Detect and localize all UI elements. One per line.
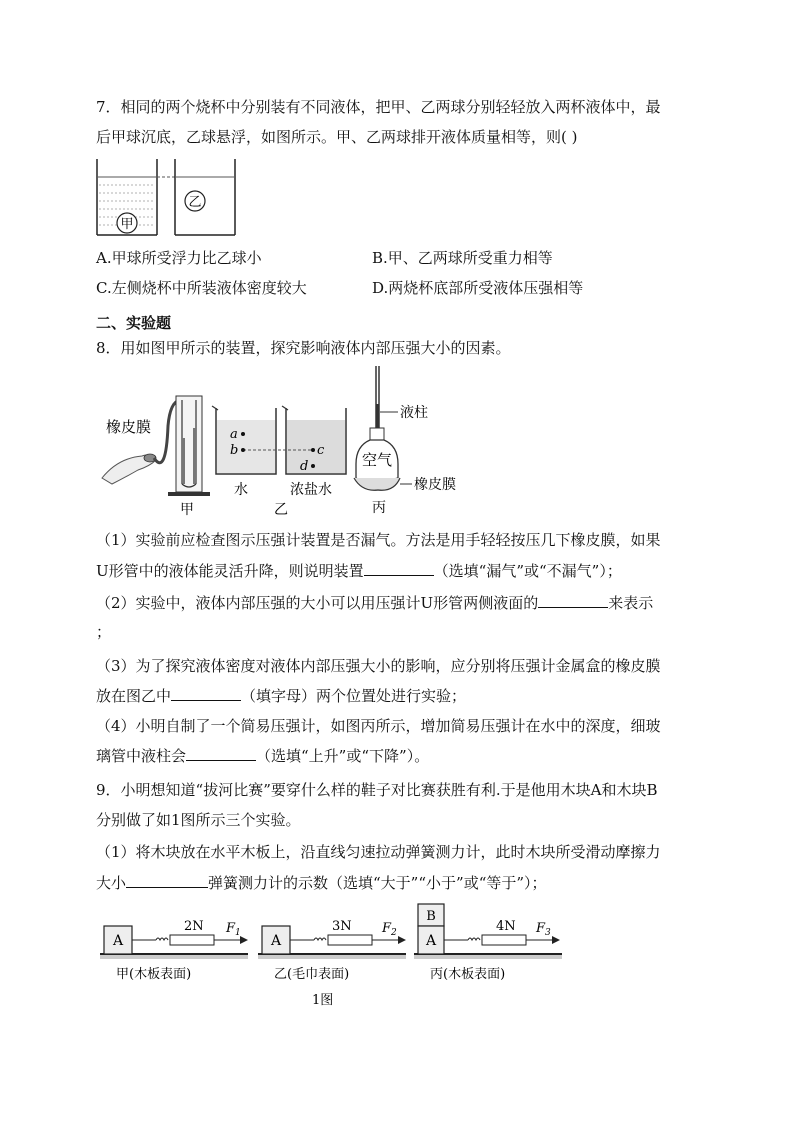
experiment-yi	[258, 919, 406, 982]
q8-part1-line1: （1）实验前应检查图示压强计装置是否漏气。方法是用手轻轻按压几下橡皮膜，如果	[96, 531, 661, 549]
q9-part1-line1: （1）将木块放在水平木板上，沿直线匀速拉动弹簧测力计，此时木块所受滑动摩擦力	[96, 843, 661, 861]
q7-option-a[interactable]: A.甲球所受浮力比乙球小	[96, 249, 262, 267]
q8-blank-4[interactable]	[186, 746, 256, 761]
figure-yi-label: 乙	[274, 502, 288, 516]
caption-jia: 甲(木板表面)	[116, 967, 192, 982]
q8-part3-line2	[96, 686, 466, 706]
air-label: 空气	[362, 451, 393, 469]
force-2: $F_2$	[382, 921, 397, 938]
brine-label: 浓盐水	[290, 482, 332, 498]
q8-part2-line2: ；	[96, 623, 112, 641]
q7-left-beaker	[97, 159, 157, 235]
q7-right-beaker	[175, 159, 235, 235]
q8-part3-text-pre: 放在图乙中	[96, 687, 172, 705]
force-1: $F_1$	[226, 921, 241, 938]
q8-stem: 8．用如图甲所示的装置，探究影响液体内部压强大小的因素。	[96, 339, 511, 357]
bottle-bing	[354, 366, 456, 516]
q8-blank-2[interactable]	[538, 593, 608, 608]
q7-beakers-figure	[93, 157, 263, 239]
reading-3: 4N	[496, 919, 516, 934]
q9-blank-1[interactable]	[126, 873, 208, 888]
experiment-bing	[414, 904, 562, 982]
q9-part1-text-post: 弹簧测力计的示数（选填“大于”“小于”或“等于”）；	[208, 874, 547, 892]
q8-part1-line2	[96, 561, 622, 581]
reading-2: 3N	[332, 919, 352, 934]
q9-stem-line1: 9．小明想知道“拔河比赛”要穿什么样的鞋子对比赛获胜有利.于是他用木块A和木块B	[96, 781, 658, 799]
q8-part1-text-post: （选填“漏气”或“不漏气”）；	[433, 562, 622, 580]
caption-bing: 丙(木板表面)	[430, 967, 506, 982]
experiment-jia	[100, 919, 248, 982]
q8-part3-line1: （3）为了探究液体密度对液体内部压强大小的影响，应分别将压强计金属盒的橡皮膜	[96, 657, 661, 675]
q8-part2-text-post: 来表示	[608, 594, 654, 612]
q9-part1-line2	[96, 873, 547, 893]
block-a-1: A	[112, 933, 124, 949]
q7-stem-line1: 7．相同的两个烧杯中分别装有不同液体，把甲、乙两球分别轻轻放入两杯液体中，最	[96, 98, 661, 116]
q8-part1-text-pre: U形管中的液体能灵活升降，则说明装置	[96, 562, 364, 580]
liquid-column-label: 液柱	[400, 405, 428, 421]
reading-1: 2N	[184, 919, 204, 934]
q9-friction-figure	[98, 900, 568, 1010]
ball-yi-label: 乙	[188, 195, 202, 210]
block-b: B	[426, 909, 436, 924]
q8-blank-1[interactable]	[364, 561, 434, 576]
q7-option-b[interactable]: B.甲、乙两球所受重力相等	[372, 249, 553, 267]
block-a-3: A	[425, 933, 437, 949]
q8-apparatus-figure	[98, 366, 468, 516]
q7-stem-line2: 后甲球沉底，乙球悬浮，如图所示。甲、乙两球排开液体质量相等，则( )	[96, 128, 578, 146]
block-a-2: A	[270, 933, 282, 949]
section-title: 二、实验题	[96, 314, 172, 332]
q7-option-d[interactable]: D.两烧杯底部所受液体压强相等	[372, 279, 584, 297]
figure-1-label: 1图	[312, 993, 334, 1008]
q8-part4-line2	[96, 746, 429, 766]
point-c-label: c	[317, 443, 325, 458]
caption-yi: 乙(毛巾表面)	[274, 967, 350, 982]
q8-part2-line1	[96, 593, 653, 613]
water-label: 水	[234, 482, 248, 498]
figure-bing-label: 丙	[372, 500, 386, 516]
q9-stem-line2: 分别做了如1图所示三个实验。	[96, 811, 301, 829]
q8-part4-text-pre: 璃管中液柱会	[96, 747, 187, 765]
force-3: $F_3$	[536, 921, 551, 938]
manometer-jia	[102, 396, 210, 516]
q8-part4-line1: （4）小明自制了一个简易压强计，如图丙所示，增加简易压强计在水中的深度，细玻	[96, 717, 661, 735]
figure-jia-label: 甲	[180, 502, 194, 516]
q8-part3-text-post: （填字母）两个位置处进行实验；	[241, 687, 467, 705]
q8-part2-text-pre: （2）实验中，液体内部压强的大小可以用压强计U形管两侧液面的	[96, 594, 539, 612]
ball-jia-label: 甲	[120, 217, 134, 232]
q8-part4-text-post: （选填“上升”或“下降”）。	[256, 747, 430, 765]
point-b-label: b	[230, 443, 239, 458]
membrane-left-label: 橡皮膜	[106, 418, 152, 436]
membrane-right-label: 橡皮膜	[414, 477, 456, 493]
point-d-label: d	[300, 459, 309, 474]
point-a-label: a	[230, 427, 238, 442]
q7-option-c[interactable]: C.左侧烧杯中所装液体密度较大	[96, 279, 307, 297]
q8-blank-3[interactable]	[171, 686, 241, 701]
q9-part1-text-pre: 大小	[96, 874, 127, 892]
beakers-yi	[212, 406, 346, 516]
